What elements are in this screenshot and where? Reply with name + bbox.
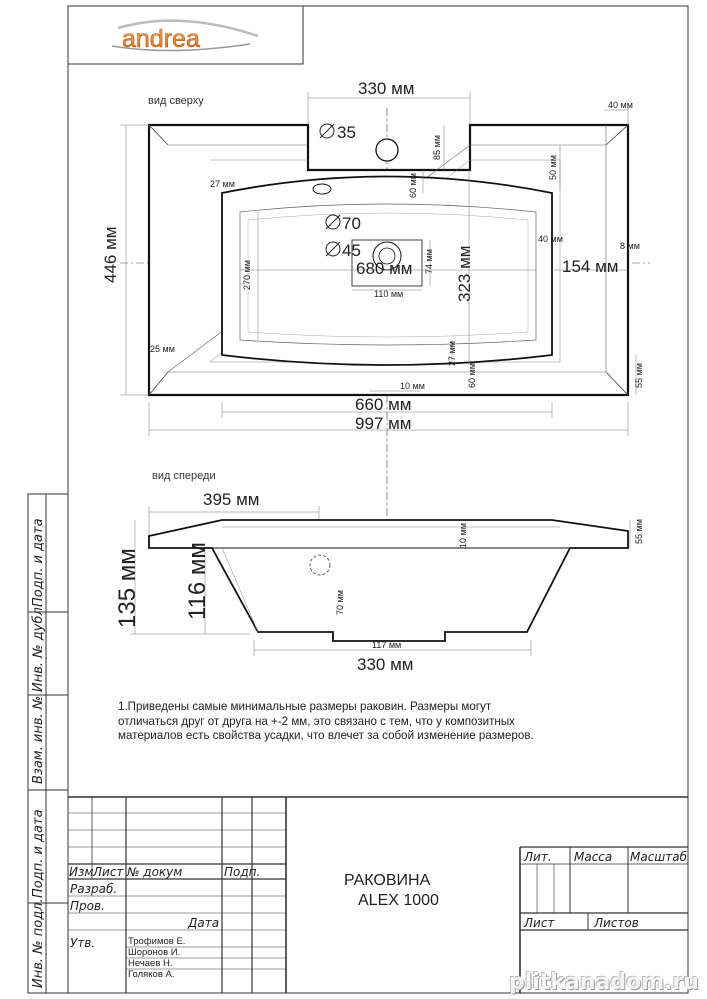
dim-680: 680 мм — [356, 259, 413, 278]
tb-podp: Подп. — [224, 865, 261, 879]
tb-prov: Пров. — [70, 899, 105, 913]
tb-name-2: Шоронов И. — [128, 947, 181, 958]
view-label-front: вид спереди — [152, 470, 216, 482]
dim-40-side: 40 мм — [538, 234, 563, 244]
tb-massa: Масса — [574, 850, 613, 864]
dim-10-front: 10 мм — [458, 523, 468, 548]
note-block — [118, 700, 658, 744]
dim-10: 10 мм — [400, 381, 425, 391]
dim-d45-value: 45 — [342, 241, 361, 260]
tb-izm: Изм — [69, 865, 94, 879]
note-line-3: материалов есть свойства усадки, что влечет за собой изменение размеров. — [118, 729, 534, 742]
note-line-2: отличаться друг от друга на +-2 мм, это связано с тем, что у композитных — [118, 714, 515, 728]
dim-330-front: 330 мм — [357, 655, 414, 674]
tb-data: Дата — [188, 916, 220, 930]
view-label-top: вид сверху — [148, 95, 204, 107]
overflow-hole — [313, 184, 331, 194]
tb-masshtab: Масштаб — [630, 850, 688, 864]
dim-d35-value: 35 — [337, 123, 356, 142]
tb-name-1: Трофимов Е. — [128, 936, 186, 947]
dim-446: 446 мм — [101, 226, 120, 283]
dim-660: 660 мм — [355, 395, 412, 414]
stamp-podp-data-1: Подп. и дата — [31, 518, 46, 607]
logo — [68, 6, 303, 64]
tb-utv: Утв. — [70, 936, 96, 950]
note-line-1: 1.Приведены самые минимальные размеры раковин. Размеры могут — [118, 700, 492, 713]
dim-55-front: 55 мм — [634, 519, 644, 544]
tb-dokum: № докум — [127, 865, 183, 879]
dim-74: 74 мм — [424, 249, 434, 274]
tb-list: Лист — [93, 865, 124, 879]
tb-lit: Лит. — [524, 850, 552, 864]
stamp-vzam-inv: Взам. инв. № — [31, 695, 46, 784]
dim-25: 25 мм — [150, 344, 175, 354]
dim-40-corner: 40 мм — [608, 100, 633, 110]
watermark: plitkanadom.ru — [509, 970, 699, 995]
dim-60-bottom: 60 мм — [467, 363, 477, 388]
tb-name-4: Голяков А. — [128, 969, 175, 980]
tb-title: РАКОВИНА — [344, 872, 431, 889]
dim-997: 997 мм — [355, 414, 412, 433]
dim-116: 116 мм — [184, 542, 211, 620]
dim-70-front: 70 мм — [335, 590, 345, 615]
dim-d70-value: 70 — [342, 214, 361, 233]
dim-60-top: 60 мм — [408, 173, 418, 198]
tb-list-right: Лист — [524, 916, 555, 930]
dim-d35 — [320, 123, 356, 142]
dim-135: 135 мм — [114, 548, 141, 628]
stamp-inv-dubl: Инв. № дубл. — [31, 603, 46, 692]
dim-8: 8 мм — [620, 241, 640, 251]
dim-27-top: 27 мм — [210, 179, 235, 189]
dim-27-bottom: 27 мм — [447, 341, 457, 366]
dim-154: 154 мм — [562, 257, 619, 276]
dim-85: 85 мм — [432, 135, 442, 160]
tb-model: ALEX 1000 — [358, 892, 439, 909]
dim-330-top: 330 мм — [358, 79, 415, 98]
stamp-podp-data-2: Подп. и дата — [31, 809, 46, 898]
tb-name-3: Нечаев Н. — [128, 958, 173, 969]
dim-270: 270 мм — [242, 260, 252, 290]
basin-outline-front — [149, 520, 628, 641]
dim-395: 395 мм — [203, 490, 260, 509]
tb-listov: Листов — [594, 916, 639, 930]
faucet-hole — [376, 139, 398, 161]
dim-323: 323 мм — [455, 245, 474, 302]
logo-text: andrea — [122, 25, 200, 53]
dim-50: 50 мм — [548, 155, 558, 180]
stamp-inv-podl: Инв. № подл. — [31, 898, 46, 988]
dim-117: 117 мм — [372, 640, 402, 650]
dim-55-top: 55 мм — [634, 363, 644, 388]
tb-razrab: Разраб. — [70, 882, 118, 896]
dim-110: 110 мм — [374, 289, 404, 299]
